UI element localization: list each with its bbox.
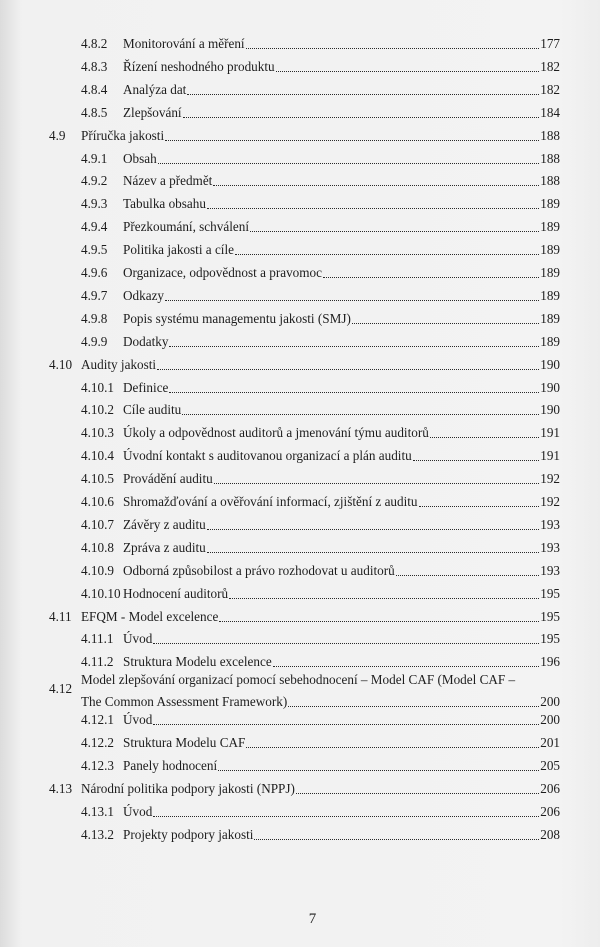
- toc-entry-page: 206: [540, 780, 560, 796]
- toc-entry-title: Zpráva z auditu: [123, 539, 206, 555]
- dot-leader: [288, 691, 539, 707]
- toc-entry-number: 4.8.4: [81, 81, 108, 97]
- dot-leader: [213, 170, 539, 186]
- toc-entry-title-line: [123, 422, 560, 444]
- toc-entry-title: Úvod: [123, 631, 153, 647]
- dot-leader: [218, 755, 539, 771]
- toc-entry[interactable]: [0, 628, 600, 650]
- toc-entry-title-line: [123, 732, 560, 754]
- toc-entry-number: 4.9.5: [81, 242, 108, 258]
- toc-entry-title-line: [81, 354, 560, 376]
- toc-entry-page: 200: [540, 694, 560, 710]
- toc-entry-page: 189: [540, 265, 560, 280]
- toc-entry[interactable]: [0, 824, 600, 846]
- toc-entry-page: 192: [540, 494, 560, 509]
- toc-entry-title-line: [123, 170, 560, 192]
- dot-leader: [157, 354, 539, 370]
- toc-entry-page: 188: [540, 150, 560, 166]
- toc-entry-title-line: [123, 79, 560, 101]
- toc-entry[interactable]: [0, 514, 600, 536]
- toc-entry-title: Struktura Modelu CAF: [123, 735, 246, 750]
- toc-entry-title: Definice: [123, 379, 169, 395]
- toc-entry-title: Řízení neshodného produktu: [123, 58, 275, 74]
- toc-entry[interactable]: [0, 239, 600, 261]
- toc-entry-title-line: [123, 537, 560, 559]
- toc-entry-title: Obsah: [123, 150, 157, 166]
- toc-entry[interactable]: [0, 56, 600, 78]
- toc-entry-page: 205: [540, 757, 560, 773]
- toc-entry[interactable]: [0, 102, 600, 124]
- toc-entry-page: 208: [540, 826, 560, 842]
- dot-leader: [153, 709, 539, 725]
- toc-entry-title: Audity jakosti: [81, 356, 157, 372]
- toc-entry-title-line: [123, 262, 560, 284]
- toc-entry-number: 4.12.1: [81, 712, 114, 728]
- toc-entry[interactable]: [0, 801, 600, 823]
- toc-entry-title-line: [123, 801, 560, 823]
- toc-entry-number: 4.13: [49, 780, 73, 796]
- dot-leader: [169, 331, 539, 347]
- toc-entry-page: 189: [540, 219, 560, 235]
- toc-entry-number: 4.9.4: [81, 219, 108, 235]
- toc-entry-title: Příručka jakosti: [81, 127, 165, 143]
- toc-entry-title: Panely hodnocení: [123, 757, 218, 773]
- toc-entry-number: 4.10.2: [81, 402, 114, 418]
- toc-entry-page: 190: [540, 379, 560, 395]
- toc-entry[interactable]: [0, 445, 600, 467]
- toc-entry-page: 195: [540, 608, 560, 624]
- dot-leader: [207, 514, 539, 530]
- toc-entry-title-line: [123, 148, 560, 170]
- toc-entry-page: 193: [540, 539, 560, 555]
- toc-entry-page: 189: [540, 287, 560, 303]
- toc-entry-number: 4.11.1: [81, 631, 114, 647]
- toc-entry-title-line: [123, 628, 560, 650]
- toc-entry-number: 4.11: [49, 608, 72, 624]
- dot-leader: [235, 239, 539, 255]
- toc-entry-number: 4.10.7: [81, 516, 114, 532]
- dot-leader: [187, 79, 539, 95]
- toc-entry[interactable]: [0, 672, 600, 710]
- toc-entry-title-line: [81, 669, 560, 713]
- toc-entry[interactable]: [0, 732, 600, 754]
- toc-entry-title: Národní politika podpory jakosti (NPPJ): [81, 780, 295, 796]
- toc-entry-title-line: [123, 308, 560, 330]
- dot-leader: [246, 33, 540, 49]
- toc-entry[interactable]: [0, 422, 600, 444]
- toc-entry-title-line: [81, 606, 560, 628]
- toc-entry[interactable]: [0, 79, 600, 101]
- dot-leader: [430, 422, 539, 438]
- toc-entry-page: 189: [540, 333, 560, 349]
- toc-entry-number: 4.9.2: [81, 173, 108, 189]
- dot-leader: [182, 399, 539, 415]
- toc-entry-number: 4.8.3: [81, 58, 108, 74]
- toc-entry[interactable]: [0, 377, 600, 399]
- dot-leader: [158, 148, 540, 164]
- toc-entry-title-line: [123, 102, 560, 124]
- toc-entry-title-line: [123, 239, 560, 261]
- toc-entry-title: Úkoly a odpovědnost auditorů a jmenování týmu auditorů: [123, 425, 429, 441]
- toc-entry[interactable]: [0, 399, 600, 421]
- toc-entry-title-line: [123, 377, 560, 399]
- toc-entry-page: 190: [540, 356, 560, 372]
- dot-leader: [246, 732, 539, 748]
- toc-entry-title: Provádění auditu: [123, 471, 213, 487]
- toc-entry-number: 4.10.6: [81, 494, 114, 509]
- dot-leader: [273, 651, 540, 667]
- toc-entry-title: EFQM - Model excelence: [81, 608, 219, 624]
- toc-entry-page: 188: [540, 127, 560, 143]
- toc-entry-number: 4.10.8: [81, 539, 114, 555]
- toc-entry-title: Zlepšování: [123, 104, 182, 120]
- toc-entry-page: 193: [540, 562, 560, 578]
- toc-entry-number: 4.8.2: [81, 36, 108, 51]
- toc-entry-title: Politika jakosti a cíle: [123, 242, 234, 258]
- dot-leader: [254, 824, 539, 840]
- toc-entry[interactable]: [0, 148, 600, 170]
- dot-leader: [296, 778, 539, 794]
- toc-entry-number: 4.10.3: [81, 425, 114, 441]
- toc-entry-number: 4.9.6: [81, 265, 108, 280]
- dot-leader: [183, 102, 540, 118]
- toc-entry-page: 195: [540, 585, 560, 601]
- toc-entry[interactable]: [0, 468, 600, 490]
- toc-entry-title-line: [123, 56, 560, 78]
- toc-entry-title-line: [123, 33, 560, 55]
- dot-leader: [214, 468, 539, 484]
- toc-entry-number: 4.11.2: [81, 654, 114, 670]
- toc-entry[interactable]: [0, 216, 600, 238]
- toc-entry-title: Přezkoumání, schválení: [123, 219, 249, 235]
- toc-entry[interactable]: [0, 193, 600, 215]
- toc-entry-title-line: [123, 755, 560, 777]
- dot-leader: [153, 628, 539, 644]
- toc-entry-title: Model zlepšování organizací pomocí sebehodnocení – Model CAF (Model CAF –: [81, 672, 516, 688]
- toc-entry-title: Organizace, odpovědnost a pravomoc: [123, 265, 322, 280]
- toc-entry-number: 4.9.1: [81, 150, 108, 166]
- toc-entry-page: 189: [540, 310, 560, 326]
- toc-entry-title-line: [123, 824, 560, 846]
- toc-entry-number: 4.12.2: [81, 735, 114, 750]
- toc-entry-number: 4.13.1: [81, 803, 114, 819]
- toc-entry-page: 191: [540, 448, 560, 464]
- toc-entry-title: Název a předmět: [123, 173, 213, 189]
- toc-entry[interactable]: [0, 262, 600, 284]
- toc-entry-number: 4.8.5: [81, 104, 108, 120]
- dot-leader: [169, 377, 539, 393]
- toc-entry[interactable]: [0, 755, 600, 777]
- toc-entry-page: 201: [540, 735, 560, 750]
- toc-entry-title-line: [81, 125, 560, 147]
- toc-entry-page: 193: [540, 516, 560, 532]
- toc-entry[interactable]: [0, 170, 600, 192]
- toc-entry-number: 4.9.7: [81, 287, 108, 303]
- toc-entry-page: 182: [540, 81, 560, 97]
- toc-entry-title: Dodatky: [123, 333, 169, 349]
- toc-entry-title: Odkazy: [123, 287, 165, 303]
- toc-entry-title: Úvodní kontakt s auditovanou organizací a plán auditu: [123, 448, 412, 464]
- toc-entry-title-line: [123, 445, 560, 467]
- toc-entry-number: 4.9.9: [81, 333, 108, 349]
- dot-leader: [276, 56, 540, 72]
- dot-leader: [219, 606, 539, 622]
- toc-entry-number: 4.10.5: [81, 471, 114, 487]
- toc-entry[interactable]: [0, 583, 600, 605]
- toc-entry-page: 200: [540, 712, 560, 728]
- toc-entry[interactable]: [0, 778, 600, 800]
- toc-entry-title: Úvod: [123, 803, 153, 819]
- toc-entry-title: Projekty podpory jakosti: [123, 826, 254, 842]
- toc-entry-page: 189: [540, 242, 560, 258]
- toc-entry-number: 4.9.3: [81, 196, 108, 212]
- toc-entry-title-line: [123, 399, 560, 421]
- dot-leader: [153, 801, 539, 817]
- dot-leader: [229, 583, 539, 599]
- toc-entry-page: 191: [540, 425, 560, 441]
- toc-entry[interactable]: [0, 709, 600, 731]
- toc-entry[interactable]: [0, 560, 600, 582]
- toc-entry-number: 4.10.1: [81, 379, 114, 395]
- toc-entry-title-line: [123, 216, 560, 238]
- dot-leader: [165, 125, 539, 141]
- dot-leader: [207, 193, 539, 209]
- toc-entry-title: Shromažďování a ověřování informací, zjištění z auditu: [123, 494, 418, 509]
- toc-entry-title: Struktura Modelu excelence: [123, 654, 272, 670]
- toc-entry-title: Monitorování a měření: [123, 36, 245, 51]
- toc-entry-page: 188: [540, 173, 560, 189]
- toc-entry-number: 4.9.8: [81, 310, 108, 326]
- dot-leader: [419, 491, 540, 507]
- toc-entry-page: 206: [540, 803, 560, 819]
- toc-entry-page: 189: [540, 196, 560, 212]
- toc-entry-title-line: [123, 560, 560, 582]
- dot-leader: [250, 216, 539, 232]
- toc-entry[interactable]: [0, 331, 600, 353]
- dot-leader: [165, 285, 539, 301]
- toc-entry-title-line: [123, 491, 560, 513]
- page-number: 7: [308, 911, 317, 927]
- toc-entry-page: 184: [540, 104, 560, 120]
- dot-leader: [352, 308, 539, 324]
- toc-entry-title-line: [123, 331, 560, 353]
- toc-entry-page: 177: [540, 36, 560, 51]
- toc-entry[interactable]: [0, 33, 600, 55]
- toc-entry[interactable]: [0, 285, 600, 307]
- toc-entry[interactable]: [0, 606, 600, 628]
- toc-entry-number: 4.10.4: [81, 448, 114, 464]
- toc-entry-title: Popis systému managementu jakosti (SMJ): [123, 310, 351, 326]
- toc-entry-title-2: The Common Assessment Framework): [81, 694, 288, 710]
- toc-entry[interactable]: [0, 125, 600, 147]
- toc-entry-number: 4.10: [49, 356, 73, 372]
- dot-leader: [323, 262, 539, 278]
- toc-entry-page: 182: [540, 58, 560, 74]
- toc-entry-number: 4.13.2: [81, 826, 114, 842]
- toc-entry-title: Úvod: [123, 712, 153, 728]
- toc-entry-page: 196: [540, 654, 560, 670]
- toc-entry-title: Cíle auditu: [123, 402, 182, 418]
- toc-entry-title: Tabulka obsahu: [123, 196, 206, 212]
- toc-entry-title-line: [123, 709, 560, 731]
- toc-entry[interactable]: [0, 537, 600, 559]
- toc-entry-title-line: [123, 583, 560, 605]
- toc-entry[interactable]: [0, 354, 600, 376]
- toc-entry-title: Analýza dat: [123, 81, 187, 97]
- toc-entry-title-line: [81, 778, 560, 800]
- toc-entry-page: 195: [540, 631, 560, 647]
- toc-entry[interactable]: [0, 308, 600, 330]
- toc-entry-number: 4.9: [49, 127, 66, 143]
- toc-entry-number: 4.12.3: [81, 757, 114, 773]
- toc-entry-title-line: [123, 514, 560, 536]
- dot-leader: [396, 560, 539, 576]
- toc-entry-title-line: [123, 193, 560, 215]
- toc-entry-title-line: [123, 468, 560, 490]
- toc-entry[interactable]: [0, 491, 600, 513]
- dot-leader: [207, 537, 539, 553]
- toc-entry-title-line: [123, 285, 560, 307]
- toc-entry-title: Odborná způsobilost a právo rozhodovat u auditorů: [123, 562, 395, 578]
- toc-entry-title: Hodnocení auditorů: [123, 585, 229, 601]
- toc-entry-number: 4.10.10: [81, 585, 121, 601]
- toc-entry-page: 192: [540, 471, 560, 487]
- toc-entry-number: 4.10.9: [81, 562, 114, 578]
- toc-entry-number: 4.12: [49, 681, 73, 697]
- toc-entry-title: Závěry z auditu: [123, 516, 206, 532]
- toc-entry-page: 190: [540, 402, 560, 418]
- dot-leader: [413, 445, 540, 461]
